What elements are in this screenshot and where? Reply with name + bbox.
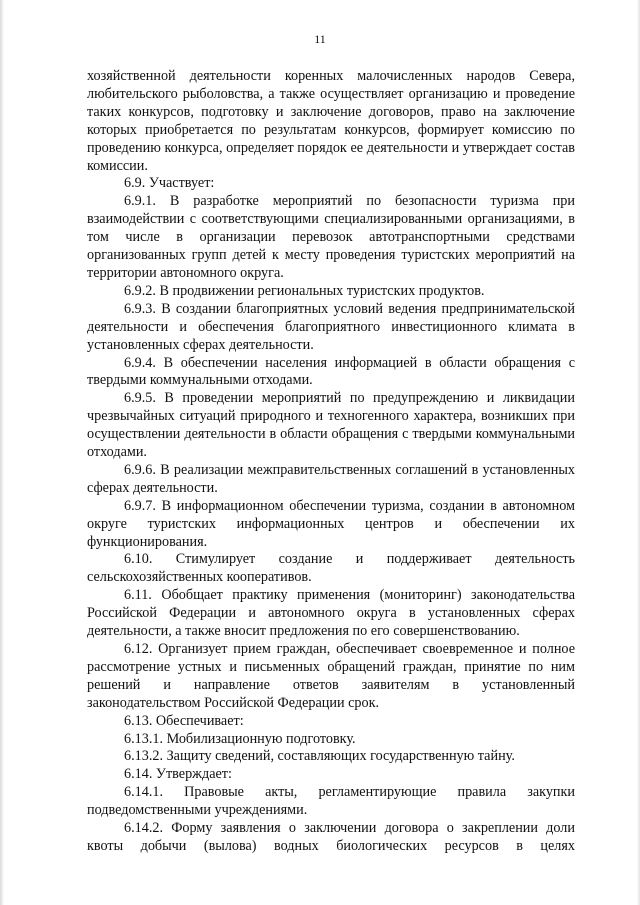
- paragraph: 6.9.5. В проведении мероприятий по предупреждению и ликвидации чрезвычайных ситуаций природного и техногенного характера, возникших при осуществлении деятельности в области обращения с твердыми коммунальными отходами.: [87, 390, 575, 461]
- paragraph: 6.12. Организует прием граждан, обеспечивает своевременное и полное рассмотрение устных и письменных обращений граждан, принятие по ним решений и направление ответов заявителям в установленный законодательством Российской Федерации срок.: [87, 641, 575, 711]
- page-number: 11: [314, 32, 326, 46]
- paragraph: 6.9.2. В продвижении региональных туристских продуктов.: [124, 282, 485, 299]
- paragraph: 6.13. Обеспечивает:: [124, 712, 244, 729]
- scan-edge-left: [0, 0, 4, 905]
- paragraph: 6.10. Стимулирует создание и поддерживает деятельность сельскохозяйственных кооперативов.: [87, 551, 575, 586]
- paragraph: 6.9.3. В создании благоприятных условий ведения предпринимательской деятельности и обеспечения благоприятного инвестиционного климата в установленных сферах деятельности.: [87, 300, 575, 353]
- paragraph: 6.9.1. В разработке мероприятий по безопасности туризма при взаимодействии с соответствующими специализированными организациями, в том числе в организации перевозок автотранспортными средствами организованных групп детей к месту проведения туристских мероприятий на территории автономного округа.: [87, 193, 575, 281]
- paragraph: 6.11. Обобщает практику применения (мониторинг) законодательства Российской Федерации и автономного округа в установленных сферах деятельности, а также вносит предложения по его совершенствованию.: [87, 587, 575, 640]
- paragraph: 6.9.4. В обеспечении населения информацией в области обращения с твердыми коммунальными отходами.: [87, 354, 575, 389]
- paragraph: 6.14. Утверждает:: [124, 766, 232, 783]
- paragraph: 6.9. Участвует:: [124, 175, 215, 192]
- paragraph: 6.9.7. В информационном обеспечении туризма, создании в автономном округе туристских информационных центров и обеспечении их функционирования.: [87, 497, 575, 550]
- paragraph: 6.9.6. В реализации межправительственных соглашений в установленных сферах деятельности.: [87, 461, 575, 496]
- document-body: [87, 68, 575, 856]
- paragraph: 6.13.1. Мобилизационную подготовку.: [124, 730, 356, 747]
- paragraph: 6.13.2. Защиту сведений, составляющих государственную тайну.: [124, 748, 515, 765]
- paragraph: хозяйственной деятельности коренных малочисленных народов Севера, любительского рыболовства, а также осуществляет организацию и проведение таких конкурсов, подготовку и заключение договоров, право на заключение которых приобретается по результатам конкурсов, формирует комиссию по проведению конкурса, определяет порядок ее деятельности и утверждает состав комиссии.: [87, 68, 575, 174]
- paragraph: 6.14.2. Форму заявления о заключении договора о закреплении доли квоты добычи (вылова) водных биологических ресурсов в целях: [87, 820, 575, 854]
- paragraph: 6.14.1. Правовые акты, регламентирующие правила закупки подведомственными учреждениями.: [87, 784, 575, 819]
